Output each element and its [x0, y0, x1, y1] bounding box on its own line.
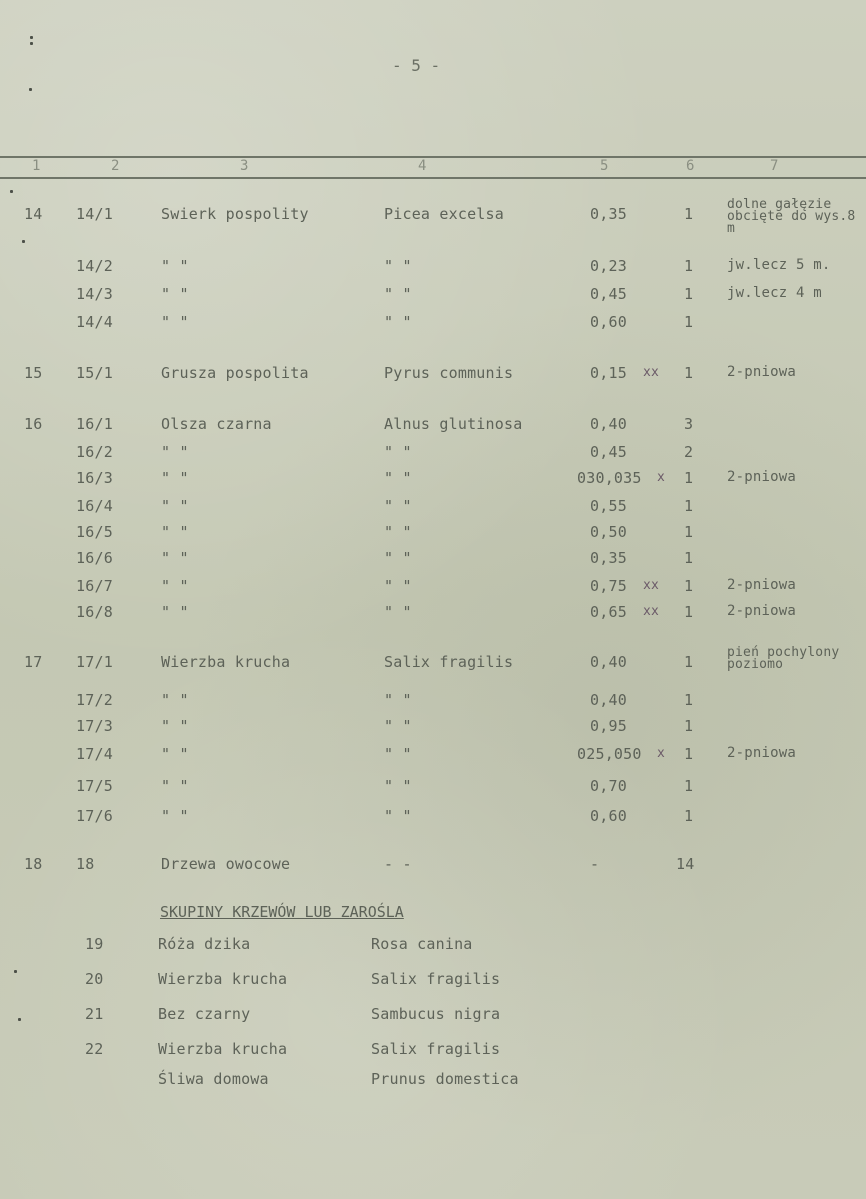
row-subnumber: 16/7 [76, 577, 113, 595]
page-number: - 5 - [392, 56, 441, 75]
section-title: SKUPINY KRZEWÓW LUB ZAROŚLA [160, 903, 404, 921]
tree-count: 3 [684, 415, 694, 433]
row-subnumber: 17/5 [76, 777, 113, 795]
remarks: 2-pniowa [727, 577, 797, 593]
tree-count: 1 [684, 469, 694, 487]
polish-name: " " [161, 717, 189, 735]
shrub-latin-name: Rosa canina [371, 935, 473, 953]
latin-name: Pyrus communis [384, 364, 514, 382]
remarks: pień pochylony poziomo [727, 645, 840, 672]
annotation-mark: x [657, 470, 666, 485]
row-subnumber: 18 [76, 855, 95, 873]
shrub-latin-name: Salix fragilis [371, 970, 501, 988]
header-rule-top [0, 156, 866, 158]
margin-mark [10, 190, 13, 193]
latin-name: " " [384, 603, 412, 621]
row-subnumber: 14/1 [76, 205, 113, 223]
trunk-circumference: 0,60 [590, 313, 627, 331]
column-header: 3 [240, 158, 249, 174]
row-subnumber: 14/2 [76, 257, 113, 275]
latin-name: " " [384, 523, 412, 541]
row-subnumber: 14/3 [76, 285, 113, 303]
tree-count: 1 [684, 745, 694, 763]
latin-name: " " [384, 745, 412, 763]
tree-count: 1 [684, 691, 694, 709]
tree-count: 1 [684, 523, 694, 541]
shrub-polish-name: Śliwa domowa [158, 1070, 269, 1088]
latin-name: " " [384, 807, 412, 825]
tree-count: 1 [684, 653, 694, 671]
row-subnumber: 17/3 [76, 717, 113, 735]
trunk-circumference: 0,55 [590, 497, 627, 515]
latin-name: " " [384, 691, 412, 709]
row-number: 18 [24, 855, 43, 873]
tree-count: 1 [684, 285, 694, 303]
row-subnumber: 16/6 [76, 549, 113, 567]
column-header: 5 [600, 158, 609, 174]
column-header: 6 [686, 158, 695, 174]
trunk-circumference: 025,050 [577, 745, 642, 763]
column-header: 7 [770, 158, 779, 174]
column-header: 2 [111, 158, 120, 174]
row-subnumber: 17/1 [76, 653, 113, 671]
polish-name: " " [161, 549, 189, 567]
latin-name: " " [384, 497, 412, 515]
trunk-circumference: - [590, 855, 600, 873]
annotation-mark: xx [643, 365, 660, 380]
shrub-number: 20 [85, 970, 104, 988]
tree-count: 1 [684, 577, 694, 595]
tree-count: 1 [684, 777, 694, 795]
margin-mark [18, 1018, 21, 1021]
shrub-polish-name: Wierzba krucha [158, 1040, 288, 1058]
trunk-circumference: 0,40 [590, 415, 627, 433]
trunk-circumference: 0,70 [590, 777, 627, 795]
polish-name: " " [161, 523, 189, 541]
trunk-circumference: 0,65 [590, 603, 627, 621]
latin-name: " " [384, 443, 412, 461]
row-subnumber: 14/4 [76, 313, 113, 331]
margin-mark [30, 42, 33, 45]
tree-count: 1 [684, 257, 694, 275]
latin-name: " " [384, 577, 412, 595]
polish-name: " " [161, 257, 189, 275]
polish-name: Olsza czarna [161, 415, 272, 433]
trunk-circumference: 0,45 [590, 285, 627, 303]
annotation-mark: x [657, 746, 666, 761]
latin-name: Alnus glutinosa [384, 415, 523, 433]
latin-name: " " [384, 549, 412, 567]
polish-name: " " [161, 603, 189, 621]
shrub-polish-name: Róża dzika [158, 935, 251, 953]
polish-name: " " [161, 313, 189, 331]
trunk-circumference: 0,35 [590, 549, 627, 567]
row-subnumber: 16/8 [76, 603, 113, 621]
polish-name: " " [161, 577, 189, 595]
remarks: 2-pniowa [727, 745, 797, 761]
tree-count: 1 [684, 205, 694, 223]
tree-count: 1 [684, 717, 694, 735]
row-subnumber: 16/4 [76, 497, 113, 515]
header-rule-bottom [0, 177, 866, 179]
margin-mark [14, 970, 17, 973]
polish-name: Wierzba krucha [161, 653, 291, 671]
trunk-circumference: 0,23 [590, 257, 627, 275]
tree-count: 1 [684, 497, 694, 515]
tree-count: 1 [684, 603, 694, 621]
latin-name: Picea excelsa [384, 205, 504, 223]
row-subnumber: 15/1 [76, 364, 113, 382]
trunk-circumference: 0,35 [590, 205, 627, 223]
latin-name: - - [384, 855, 412, 873]
polish-name: " " [161, 807, 189, 825]
shrub-number: 22 [85, 1040, 104, 1058]
trunk-circumference: 0,15 [590, 364, 627, 382]
trunk-circumference: 0,40 [590, 653, 627, 671]
margin-mark [29, 88, 32, 91]
polish-name: " " [161, 285, 189, 303]
shrub-polish-name: Bez czarny [158, 1005, 251, 1023]
polish-name: Swierk pospolity [161, 205, 309, 223]
remarks: 2-pniowa [727, 469, 797, 485]
trunk-circumference: 030,035 [577, 469, 642, 487]
row-subnumber: 16/1 [76, 415, 113, 433]
trunk-circumference: 0,75 [590, 577, 627, 595]
polish-name: " " [161, 497, 189, 515]
latin-name: " " [384, 777, 412, 795]
polish-name: " " [161, 745, 189, 763]
row-subnumber: 16/5 [76, 523, 113, 541]
polish-name: " " [161, 691, 189, 709]
tree-count: 14 [676, 855, 695, 873]
remarks: jw.lecz 4 m [727, 285, 822, 301]
polish-name: " " [161, 469, 189, 487]
tree-count: 1 [684, 364, 694, 382]
remarks: 2-pniowa [727, 603, 797, 619]
shrub-latin-name: Prunus domestica [371, 1070, 519, 1088]
shrub-polish-name: Wierzba krucha [158, 970, 288, 988]
latin-name: " " [384, 285, 412, 303]
trunk-circumference: 0,95 [590, 717, 627, 735]
trunk-circumference: 0,60 [590, 807, 627, 825]
row-number: 14 [24, 205, 43, 223]
margin-mark [30, 36, 33, 39]
shrub-number: 19 [85, 935, 104, 953]
column-header: 4 [418, 158, 427, 174]
polish-name: Drzewa owocowe [161, 855, 291, 873]
polish-name: " " [161, 443, 189, 461]
row-subnumber: 16/3 [76, 469, 113, 487]
row-number: 16 [24, 415, 43, 433]
tree-count: 1 [684, 549, 694, 567]
latin-name: " " [384, 469, 412, 487]
trunk-circumference: 0,50 [590, 523, 627, 541]
row-subnumber: 16/2 [76, 443, 113, 461]
column-header: 1 [32, 158, 41, 174]
polish-name: Grusza pospolita [161, 364, 309, 382]
remarks: jw.lecz 5 m. [727, 257, 831, 273]
remarks: dolne gałęzie obcięte do wys.8 m [727, 197, 856, 236]
margin-mark [22, 240, 25, 243]
tree-count: 1 [684, 313, 694, 331]
trunk-circumference: 0,40 [590, 691, 627, 709]
polish-name: " " [161, 777, 189, 795]
shrub-latin-name: Salix fragilis [371, 1040, 501, 1058]
trunk-circumference: 0,45 [590, 443, 627, 461]
annotation-mark: xx [643, 604, 660, 619]
annotation-mark: xx [643, 578, 660, 593]
row-subnumber: 17/6 [76, 807, 113, 825]
latin-name: " " [384, 313, 412, 331]
remarks: 2-pniowa [727, 364, 797, 380]
tree-count: 2 [684, 443, 694, 461]
shrub-number: 21 [85, 1005, 104, 1023]
latin-name: " " [384, 257, 412, 275]
tree-count: 1 [684, 807, 694, 825]
shrub-latin-name: Sambucus nigra [371, 1005, 501, 1023]
row-number: 17 [24, 653, 43, 671]
row-subnumber: 17/4 [76, 745, 113, 763]
latin-name: " " [384, 717, 412, 735]
latin-name: Salix fragilis [384, 653, 514, 671]
row-number: 15 [24, 364, 43, 382]
row-subnumber: 17/2 [76, 691, 113, 709]
